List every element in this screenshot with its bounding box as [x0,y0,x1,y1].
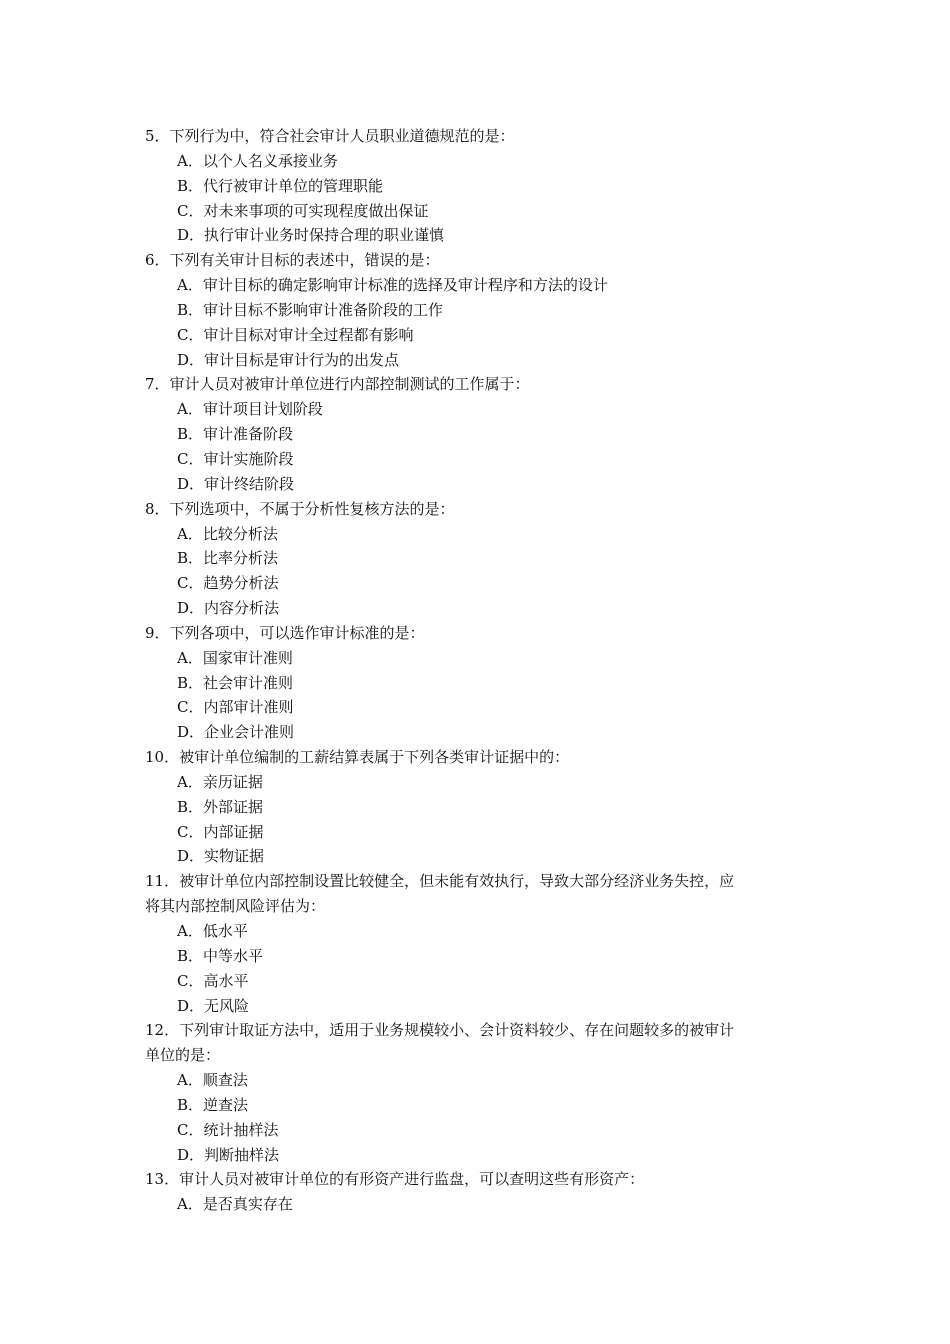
answer-option: B．比率分析法 [177,549,279,568]
answer-option: D．无风险 [177,996,250,1015]
answer-option: C．内部证据 [177,822,264,841]
answer-option: A．审计目标的确定影响审计标准的选择及审计程序和方法的设计 [177,276,608,295]
answer-option: D．实物证据 [177,847,265,866]
answer-option: C．内部审计准则 [177,698,294,717]
answer-option: C．审计实施阶段 [177,449,294,468]
question-stem: 13．审计人员对被审计单位的有形资产进行监盘，可以查明这些有形资产： [145,1170,645,1189]
answer-option: B．审计准备阶段 [177,425,294,444]
question-stem: 11．被审计单位内部控制设置比较健全，但未能有效执行，导致大部分经济业务失控，应 [145,872,735,891]
answer-option: A．顺查法 [177,1071,248,1090]
answer-option: C．高水平 [177,971,249,990]
answer-option: B．逆查法 [177,1095,249,1114]
answer-option: B．审计目标不影响审计准备阶段的工作 [177,300,444,319]
answer-option: A．是否真实存在 [177,1195,293,1214]
answer-option: A．亲历证据 [177,772,263,791]
answer-option: D．执行审计业务时保持合理的职业谨慎 [177,226,445,245]
answer-option: C．对未来事项的可实现程度做出保证 [177,201,429,220]
answer-option: B．外部证据 [177,797,264,816]
answer-option: D．审计终结阶段 [177,474,295,493]
question-stem: 10．被审计单位编制的工薪结算表属于下列各类审计证据中的： [145,748,570,767]
answer-option: D．判断抽样法 [177,1145,280,1164]
question-stem: 12．下列审计取证方法中，适用于业务规模较小、会计资料较少、存在问题较多的被审计 [145,1021,735,1040]
answer-option: B．中等水平 [177,946,264,965]
question-stem: 5．下列行为中，符合社会审计人员职业道德规范的是： [145,127,515,145]
answer-option: C．统计抽样法 [177,1120,279,1139]
answer-option: A．国家审计准则 [177,648,293,667]
question-stem: 单位的是： [145,1046,221,1065]
answer-option: D．企业会计准则 [177,723,295,742]
question-stem: 9．下列各项中，可以选作审计标准的是： [145,623,425,642]
answer-option: C．审计目标对审计全过程都有影响 [177,325,414,344]
question-stem: 将其内部控制风险评估为： [145,897,326,916]
answer-option: B．社会审计准则 [177,673,294,692]
answer-option: D．内容分析法 [177,599,280,618]
question-stem: 8．下列选项中，不属于分析性复核方法的是： [145,499,455,518]
question-stem: 7．审计人员对被审计单位进行内部控制测试的工作属于： [145,375,530,394]
answer-option: A．低水平 [177,922,248,940]
answer-option: A．审计项目计划阶段 [177,400,323,419]
answer-option: B．代行被审计单位的管理职能 [177,176,384,195]
answer-option: A．以个人名义承接业务 [177,151,338,170]
answer-option: C．趋势分析法 [177,574,279,593]
answer-option: A．比较分析法 [177,524,278,543]
answer-option: D．审计目标是审计行为的出发点 [177,350,400,369]
question-list [145,124,815,1217]
question-stem: 6．下列有关审计目标的表述中，错误的是： [145,251,440,270]
